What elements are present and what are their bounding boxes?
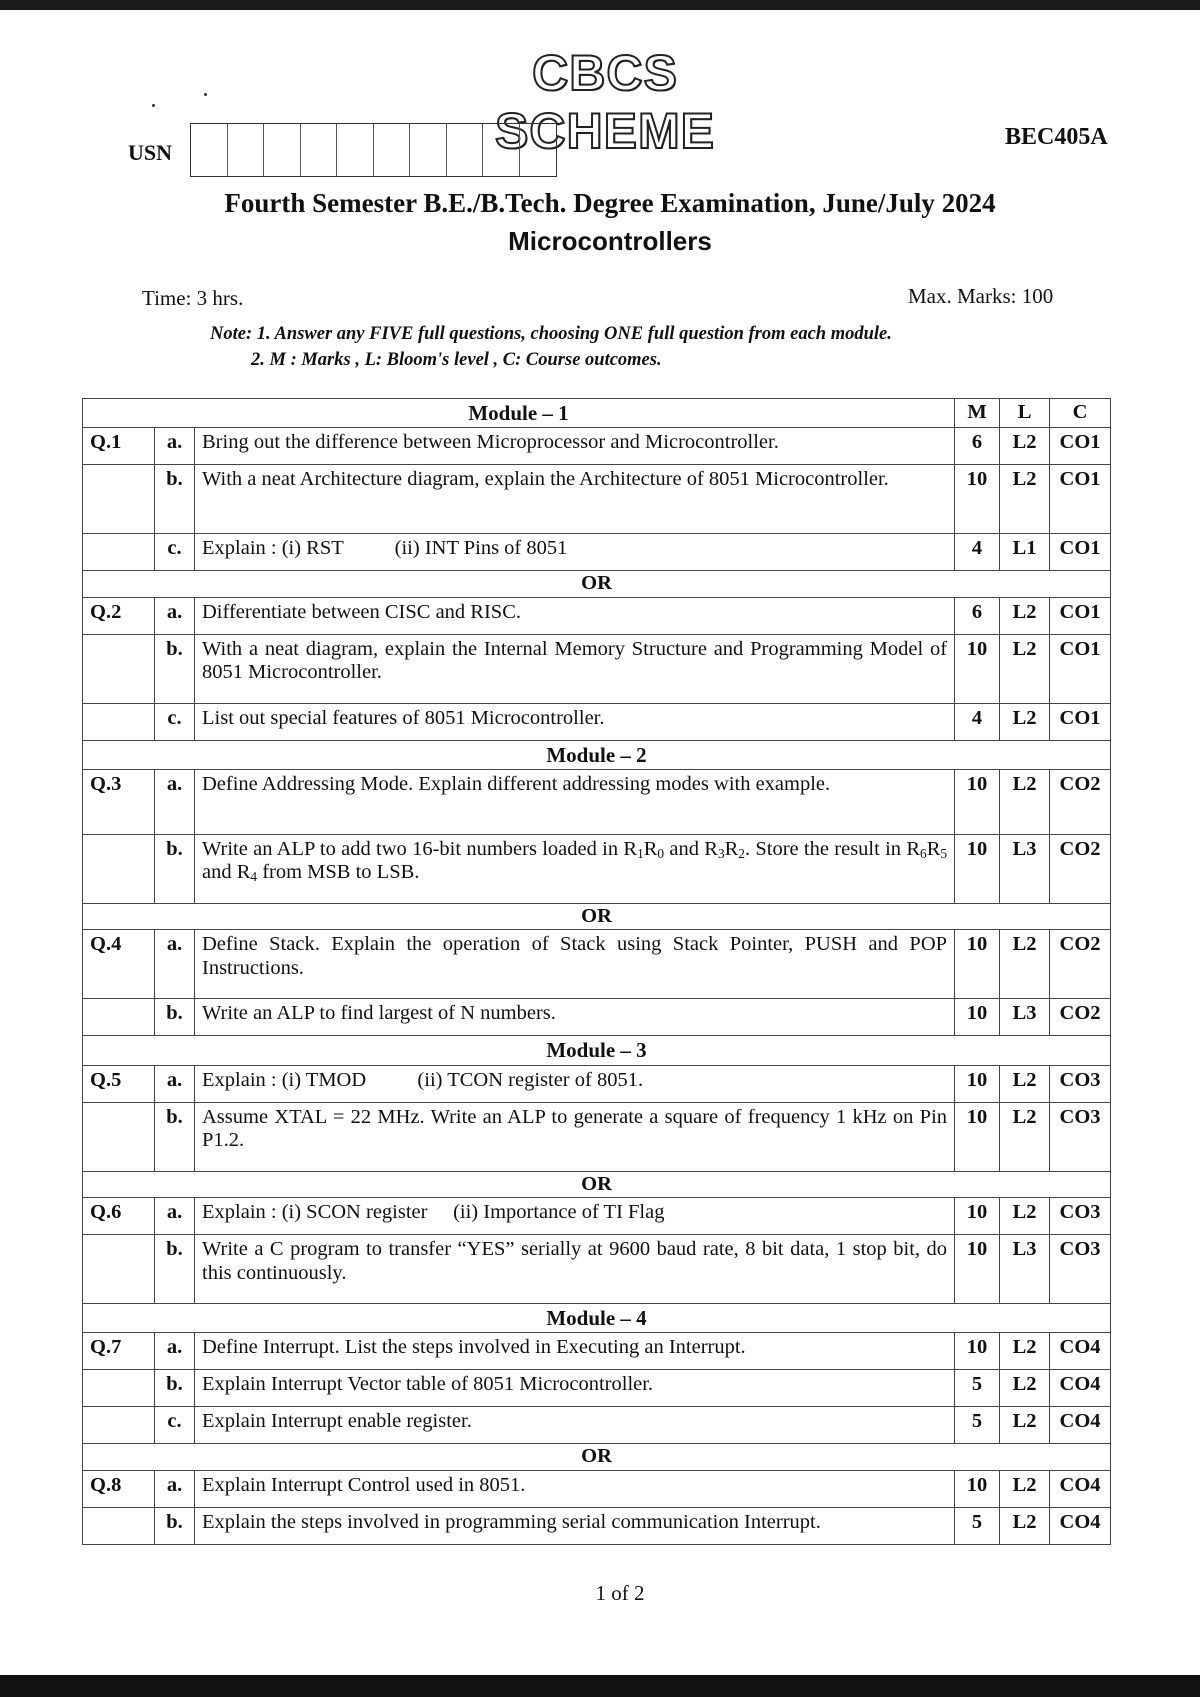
question-row: [83, 1333, 1111, 1370]
part-label: b.: [155, 634, 195, 703]
register-subscript: 6: [920, 845, 927, 861]
question-text: Bring out the difference between Microprocessor and Microcontroller.: [195, 428, 955, 465]
part-label: a.: [155, 769, 195, 834]
course-outcome: CO1: [1050, 534, 1111, 571]
question-number-empty: [83, 1507, 155, 1544]
scan-top-edge: [0, 0, 1200, 10]
scheme-stamp: CBCS SCHEME: [495, 45, 715, 159]
question-number-empty: [83, 534, 155, 571]
question-text: Define Interrupt. List the steps involved in Executing an Interrupt.: [195, 1333, 955, 1370]
question-number-empty: [83, 1235, 155, 1304]
bloom-level: L2: [1000, 1370, 1050, 1407]
bloom-level: L3: [1000, 834, 1050, 903]
part-label: b.: [155, 1507, 195, 1544]
marks-value: 10: [955, 930, 1000, 999]
part-label: a.: [155, 1333, 195, 1370]
question-row: [83, 465, 1111, 534]
register-name: R: [926, 837, 941, 860]
course-outcome: CO1: [1050, 465, 1111, 534]
usn-box[interactable]: [447, 124, 484, 176]
question-number-empty: [83, 1407, 155, 1444]
part-label: b.: [155, 1102, 195, 1171]
question-number: Q.3: [83, 769, 155, 834]
marks-column-header: M: [955, 399, 1000, 428]
bloom-level: L2: [1000, 1102, 1050, 1171]
or-label: OR: [83, 903, 1111, 930]
course-outcome: CO2: [1050, 834, 1111, 903]
usn-box[interactable]: [410, 124, 447, 176]
register-subscript: 2: [738, 845, 745, 861]
question-number: Q.1: [83, 428, 155, 465]
module-title: Module – 2: [83, 740, 1111, 769]
course-outcome: CO4: [1050, 1333, 1111, 1370]
register-name: R: [906, 837, 921, 860]
bloom-level: L2: [1000, 634, 1050, 703]
module-title: Module – 1: [83, 399, 955, 428]
question-row: [83, 1370, 1111, 1407]
or-divider: [83, 1444, 1111, 1471]
question-number-empty: [83, 834, 155, 903]
question-number-empty: [83, 465, 155, 534]
module-header-row: [83, 399, 1111, 428]
text-segment: Write an ALP to add two 16-bit numbers loaded in: [202, 837, 624, 860]
marks-value: 5: [955, 1370, 1000, 1407]
question-number: Q.4: [83, 930, 155, 999]
level-column-header: L: [1000, 399, 1050, 428]
question-row: [83, 634, 1111, 703]
register-subscript: 5: [940, 845, 948, 861]
part-label: a.: [155, 1065, 195, 1102]
or-divider: [83, 1171, 1111, 1198]
question-text: With a neat diagram, explain the Internal Memory Structure and Programming Model of 8051 Microcontroller.: [195, 634, 955, 703]
register-subscript: 0: [657, 845, 665, 861]
usn-box[interactable]: [520, 124, 557, 176]
usn-box[interactable]: [483, 124, 520, 176]
usn-box[interactable]: [191, 124, 228, 176]
marks-value: 10: [955, 1198, 1000, 1235]
page-number: 1 of 2: [595, 1581, 645, 1605]
marks-value: 10: [955, 1470, 1000, 1507]
course-outcome: CO2: [1050, 999, 1111, 1036]
part-label: c.: [155, 703, 195, 740]
question-text: Explain Interrupt enable register.: [195, 1407, 955, 1444]
question-number-empty: [83, 1370, 155, 1407]
course-outcome: CO4: [1050, 1407, 1111, 1444]
part-label: a.: [155, 1198, 195, 1235]
marks-value: 10: [955, 1235, 1000, 1304]
bloom-level: L2: [1000, 703, 1050, 740]
bloom-level: L2: [1000, 597, 1050, 634]
part-label: a.: [155, 930, 195, 999]
bloom-level: L3: [1000, 999, 1050, 1036]
question-row: [83, 1407, 1111, 1444]
bloom-level: L2: [1000, 1198, 1050, 1235]
usn-entry-boxes[interactable]: [190, 123, 557, 177]
bloom-level: L2: [1000, 1407, 1050, 1444]
marks-value: 10: [955, 465, 1000, 534]
marks-value: 10: [955, 834, 1000, 903]
course-outcome: CO3: [1050, 1102, 1111, 1171]
marks-value: 4: [955, 534, 1000, 571]
bloom-level: L2: [1000, 428, 1050, 465]
usn-box[interactable]: [228, 124, 265, 176]
usn-box[interactable]: [374, 124, 411, 176]
part-label: c.: [155, 1407, 195, 1444]
question-row: [83, 534, 1111, 571]
text-segment: and: [202, 861, 237, 884]
instruction-note-1: Note: 1. Answer any FIVE full questions, choosing ONE full question from each module.: [210, 324, 892, 344]
question-row: [83, 597, 1111, 634]
part-label: c.: [155, 534, 195, 571]
question-number-empty: [83, 999, 155, 1036]
question-row: [83, 1065, 1111, 1102]
marks-value: 10: [955, 769, 1000, 834]
bloom-level: L2: [1000, 1333, 1050, 1370]
question-row: [83, 1507, 1111, 1544]
scan-bottom-edge: [0, 1675, 1200, 1697]
or-label: OR: [83, 1444, 1111, 1471]
scan-speck: [204, 93, 207, 96]
text-segment: from MSB to LSB.: [257, 861, 420, 884]
module-title: Module – 3: [83, 1036, 1111, 1065]
part-label: b.: [155, 1370, 195, 1407]
outcome-column-header: C: [1050, 399, 1111, 428]
bloom-level: L2: [1000, 1507, 1050, 1544]
question-text: Define Stack. Explain the operation of Stack using Stack Pointer, PUSH and POP Instructions.: [195, 930, 955, 999]
register-name: R: [643, 837, 658, 860]
question-text: Explain the steps involved in programming serial communication Interrupt.: [195, 1507, 955, 1544]
question-number-empty: [83, 1102, 155, 1171]
question-text: With a neat Architecture diagram, explain the Architecture of 8051 Microcontroller.: [195, 465, 955, 534]
question-row: [83, 999, 1111, 1036]
question-number-empty: [83, 703, 155, 740]
question-row: [83, 769, 1111, 834]
question-row: [83, 1198, 1111, 1235]
course-outcome: CO3: [1050, 1235, 1111, 1304]
bloom-level: L2: [1000, 769, 1050, 834]
bloom-level: L3: [1000, 1235, 1050, 1304]
marks-value: 6: [955, 428, 1000, 465]
question-number: Q.6: [83, 1198, 155, 1235]
question-row: [83, 1235, 1111, 1304]
bloom-level: L1: [1000, 534, 1050, 571]
question-number: Q.2: [83, 597, 155, 634]
marks-value: 4: [955, 703, 1000, 740]
part-label: a.: [155, 1470, 195, 1507]
course-outcome: CO4: [1050, 1470, 1111, 1507]
instruction-note-2: 2. M : Marks , L: Bloom's level , C: Course outcomes.: [251, 350, 662, 370]
question-text: Explain : (i) RST (ii) INT Pins of 8051: [195, 534, 955, 571]
marks-value: 5: [955, 1507, 1000, 1544]
part-label: b.: [155, 999, 195, 1036]
question-text: List out special features of 8051 Microcontroller.: [195, 703, 955, 740]
usn-label: USN: [128, 140, 173, 165]
register-subscript: 1: [637, 845, 644, 861]
question-text: Explain : (i) TMOD (ii) TCON register of 8051.: [195, 1065, 955, 1102]
course-outcome: CO1: [1050, 428, 1111, 465]
part-label: b.: [155, 465, 195, 534]
register-name: R: [236, 861, 251, 884]
question-row: [83, 930, 1111, 999]
course-outcome: CO4: [1050, 1370, 1111, 1407]
course-outcome: CO2: [1050, 930, 1111, 999]
or-divider: [83, 903, 1111, 930]
register-name: R: [704, 837, 718, 860]
marks-value: 10: [955, 1102, 1000, 1171]
question-row: [83, 1470, 1111, 1507]
text-segment: and: [664, 837, 705, 860]
exam-title: Fourth Semester B.E./B.Tech. Degree Examination, June/July 2024: [224, 188, 996, 218]
marks-value: 10: [955, 634, 1000, 703]
or-divider: [83, 571, 1111, 598]
course-outcome: CO1: [1050, 703, 1111, 740]
question-number: Q.7: [83, 1333, 155, 1370]
max-marks: Max. Marks: 100: [908, 284, 1054, 308]
question-table: [82, 398, 1111, 1545]
text-segment: . Store the result in: [744, 837, 907, 860]
question-row: [83, 1102, 1111, 1171]
or-label: OR: [83, 571, 1111, 598]
part-label: b.: [155, 834, 195, 903]
module-header-row: [83, 740, 1111, 769]
course-outcome: CO1: [1050, 597, 1111, 634]
question-text: Explain Interrupt Control used in 8051.: [195, 1470, 955, 1507]
question-number-empty: [83, 634, 155, 703]
question-row: [83, 834, 1111, 903]
marks-value: 6: [955, 597, 1000, 634]
question-row: [83, 703, 1111, 740]
question-text: [195, 834, 955, 903]
course-outcome: CO1: [1050, 634, 1111, 703]
marks-value: 5: [955, 1407, 1000, 1444]
question-text: Define Addressing Mode. Explain different addressing modes with example.: [195, 769, 955, 834]
bloom-level: L2: [1000, 1065, 1050, 1102]
register-name: R: [724, 837, 739, 860]
subject-title: Microcontrollers: [508, 226, 712, 256]
question-text: Write a C program to transfer “YES” serially at 9600 baud rate, 8 bit data, 1 stop bit, do this continuously.: [195, 1235, 955, 1304]
module-title: Module – 4: [83, 1304, 1111, 1333]
bloom-level: L2: [1000, 1470, 1050, 1507]
question-number: Q.5: [83, 1065, 155, 1102]
usn-box[interactable]: [301, 124, 338, 176]
course-outcome: CO4: [1050, 1507, 1111, 1544]
part-label: a.: [155, 428, 195, 465]
question-text: Explain Interrupt Vector table of 8051 Microcontroller.: [195, 1370, 955, 1407]
question-text: Differentiate between CISC and RISC.: [195, 597, 955, 634]
bloom-level: L2: [1000, 930, 1050, 999]
scan-speck: [152, 104, 155, 107]
course-outcome: CO3: [1050, 1065, 1111, 1102]
question-number: Q.8: [83, 1470, 155, 1507]
module-header-row: [83, 1304, 1111, 1333]
question-text: Write an ALP to find largest of N numbers.: [195, 999, 955, 1036]
question-text: Explain : (i) SCON register (ii) Importance of TI Flag: [195, 1198, 955, 1235]
course-outcome: CO3: [1050, 1198, 1111, 1235]
register-subscript: 3: [717, 845, 725, 861]
part-label: b.: [155, 1235, 195, 1304]
or-label: OR: [83, 1171, 1111, 1198]
question-text: Assume XTAL = 22 MHz. Write an ALP to generate a square of frequency 1 kHz on Pin P1.2.: [195, 1102, 955, 1171]
course-outcome: CO2: [1050, 769, 1111, 834]
marks-value: 10: [955, 999, 1000, 1036]
exam-duration: Time: 3 hrs.: [142, 286, 244, 310]
marks-value: 10: [955, 1333, 1000, 1370]
register-name: R: [623, 837, 638, 860]
bloom-level: L2: [1000, 465, 1050, 534]
register-subscript: 4: [250, 869, 258, 885]
module-header-row: [83, 1036, 1111, 1065]
part-label: a.: [155, 597, 195, 634]
course-code: BEC405A: [1005, 124, 1108, 150]
question-row: [83, 428, 1111, 465]
usn-box[interactable]: [337, 124, 374, 176]
usn-box[interactable]: [264, 124, 301, 176]
marks-value: 10: [955, 1065, 1000, 1102]
